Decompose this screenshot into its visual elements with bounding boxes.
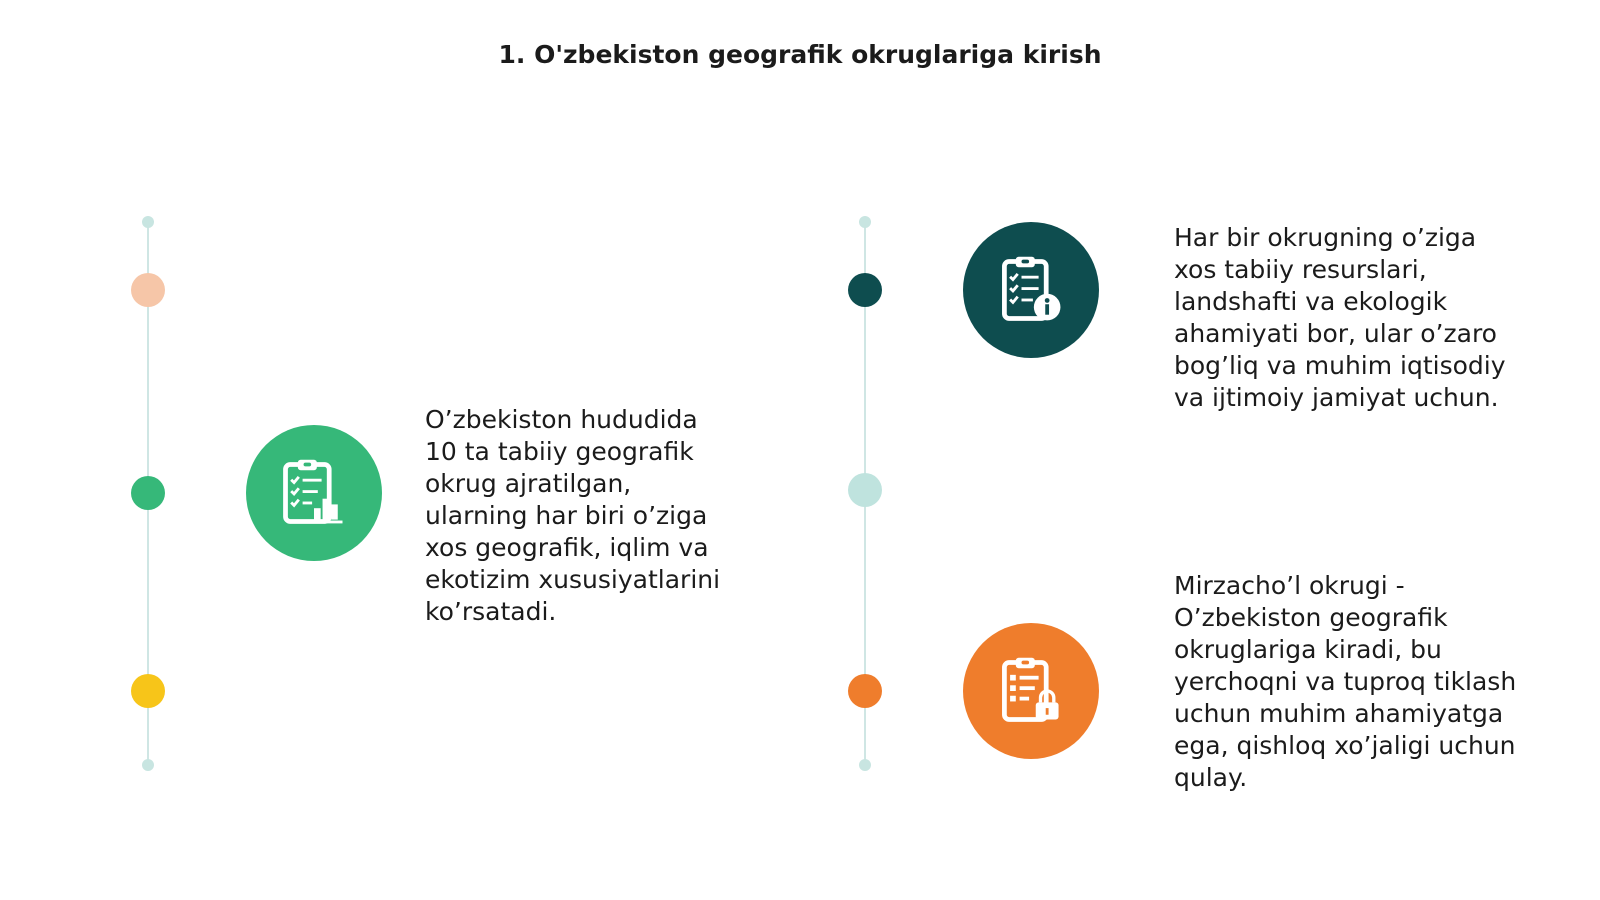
page-title: 1. O'zbekiston geografik okruglariga kirish xyxy=(498,40,1102,69)
right-timeline-dot-dark-teal xyxy=(848,273,882,307)
clipboard-info-icon xyxy=(963,222,1099,358)
item-1-text: O’zbekiston hududida 10 ta tabiiy geografik okrug ajratilgan, ularning har biri o’ziga xos geografik, iqlim va ekotizim xususiyatlarini ko’rsatadi. xyxy=(425,405,721,626)
left-timeline-dot-peach xyxy=(131,273,165,307)
item-2-text: Har bir okrugning o’ziga xos tabiiy resurslari, landshafti va ekologik ahamiyati bor, ular o’zaro bog’liq va muhim iqtisodiy va ijtimoiy jamiyat uchun. xyxy=(1174,223,1506,412)
item-3-text: Mirzacho’l okrugi - O’zbekiston geografik okruglariga kiradi, bu yerchoqni va tuproq tiklash uchun muhim ahamiyatga ega, qishloq xo’jaligi uchun qulay. xyxy=(1174,571,1517,792)
right-timeline-end-cap xyxy=(859,759,871,771)
right-timeline-start-cap xyxy=(859,216,871,228)
left-timeline-end-cap xyxy=(142,759,154,771)
left-timeline-dot-green xyxy=(131,476,165,510)
left-timeline-start-cap xyxy=(142,216,154,228)
left-timeline-dot-yellow xyxy=(131,674,165,708)
clipboard-lock-icon xyxy=(963,623,1099,759)
clipboard-chart-icon xyxy=(246,425,382,561)
right-timeline-dot-light-teal xyxy=(848,473,882,507)
right-timeline-dot-orange xyxy=(848,674,882,708)
